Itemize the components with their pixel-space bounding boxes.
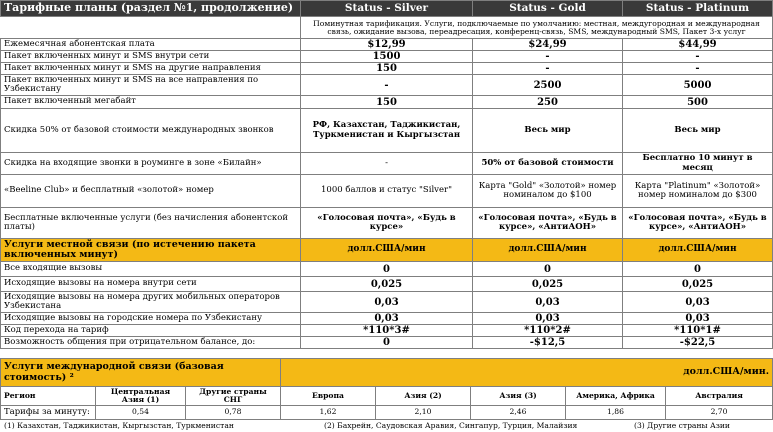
table-row — [1, 262, 773, 277]
tariff-value: 2,10 — [376, 406, 471, 420]
row-label: Исходящие вызовы на городские номера по Узбекистану — [1, 313, 301, 325]
table-row — [1, 175, 773, 208]
platinum-value: 0 — [623, 262, 773, 277]
tariff-value: 0,54 — [96, 406, 186, 420]
footnote-1: (1) Казахстан, Таджикистан, Кыргызстан, Туркменистан — [4, 421, 234, 430]
platinum-value: *110*1# — [623, 325, 773, 337]
row-label: Скидка на входящие звонки в роуминге в зоне «Билайн» — [1, 153, 301, 175]
gold-value: 50% от базовой стоимости — [473, 153, 623, 175]
row-label: Бесплатные включенные услуги (без начисления абонентской платы) — [1, 208, 301, 239]
region-name: Азия (3) — [471, 387, 566, 406]
region-header-row — [1, 387, 773, 406]
row-label: Возможность общения при отрицательном балансе, до: — [1, 337, 301, 349]
gold-value: Карта "Gold" «Золотой» номер номиналом до $100 — [473, 175, 623, 208]
local-section-title: Услуги местной связи (по истечению пакета включенных минут) — [1, 239, 301, 262]
gold-value: - — [473, 63, 623, 75]
gold-value: 0 — [473, 262, 623, 277]
gold-value: $24,99 — [473, 39, 623, 51]
region-name: Австралия — [666, 387, 773, 406]
row-label: Все входящие вызовы — [1, 262, 301, 277]
row-label: Исходящие вызовы на номера других мобильных операторов Узбекистана — [1, 292, 301, 313]
platinum-value: 500 — [623, 96, 773, 109]
gold-value: 0,03 — [473, 292, 623, 313]
table-row — [1, 208, 773, 239]
table-row — [1, 337, 773, 349]
table-row — [1, 63, 773, 75]
silver-value: РФ, Казахстан, Таджикистан, Туркменистан и Кыргызстан — [301, 109, 473, 153]
gold-value: 2500 — [473, 75, 623, 96]
table-row — [1, 277, 773, 292]
header-row — [1, 1, 773, 17]
tariff-value: 1,62 — [281, 406, 376, 420]
region-label: Регион — [1, 387, 96, 406]
row-label: Пакет включенных минут и SMS внутри сети — [1, 51, 301, 63]
silver-value: $12,99 — [301, 39, 473, 51]
silver-value: 150 — [301, 63, 473, 75]
footnote-2: (2) Бахрейн, Саудовская Аравия, Сингапур, Турция, Малайзия — [324, 421, 578, 430]
region-name: Европа — [281, 387, 376, 406]
gold-value: *110*2# — [473, 325, 623, 337]
silver-value: «Голосовая почта», «Будь в курсе» — [301, 208, 473, 239]
table-row — [1, 109, 773, 153]
row-label: «Beeline Club» и бесплатный «золотой» номер — [1, 175, 301, 208]
silver-value: - — [301, 75, 473, 96]
gold-value: 250 — [473, 96, 623, 109]
silver-unit: долл.США/мин — [301, 239, 473, 262]
silver-value: - — [301, 153, 473, 175]
tariff-description: Поминутная тарификация. Услуги, подключаемые по умолчанию: местная, междугородная и международная связь, ожидание вызова, переадресация, конференц-связь, SMS, международный SMS, Пакет 3-х услуг — [301, 17, 773, 39]
tariff-value: 0,78 — [186, 406, 281, 420]
region-name: Америка, Африка — [566, 387, 666, 406]
local-section-header — [1, 239, 773, 262]
international-unit: долл.США/мин. — [281, 359, 773, 387]
silver-value: 0 — [301, 337, 473, 349]
row-label: Пакет включенный мегабайт — [1, 96, 301, 109]
plan-silver-header: Status - Silver — [301, 1, 473, 17]
platinum-value: Бесплатно 10 минут в месяц — [623, 153, 773, 175]
platinum-value: 0,03 — [623, 313, 773, 325]
silver-value: 0,03 — [301, 313, 473, 325]
table-row — [1, 51, 773, 63]
platinum-value: 5000 — [623, 75, 773, 96]
platinum-value: 0,03 — [623, 292, 773, 313]
gold-value: - — [473, 51, 623, 63]
platinum-value: $44,99 — [623, 39, 773, 51]
platinum-value: «Голосовая почта», «Будь в курсе», «АнтиАОН» — [623, 208, 773, 239]
row-label: Скидка 50% от базовой стоимости международных звонков — [1, 109, 301, 153]
silver-value: *110*3# — [301, 325, 473, 337]
table-row — [1, 96, 773, 109]
table-row — [1, 292, 773, 313]
gold-value: 0,025 — [473, 277, 623, 292]
region-name: Азия (2) — [376, 387, 471, 406]
row-label: Ежемесячная абонентская плата — [1, 39, 301, 51]
silver-value: 1500 — [301, 51, 473, 63]
tariff-label: Тарифы за минуту: — [1, 406, 96, 420]
plan-platinum-header: Status - Platinum — [623, 1, 773, 17]
plan-gold-header: Status - Gold — [473, 1, 623, 17]
table-row — [1, 313, 773, 325]
row-label: Пакет включенных минут и SMS на другие направления — [1, 63, 301, 75]
description-row — [1, 17, 773, 39]
silver-value: 0,03 — [301, 292, 473, 313]
platinum-value: Карта "Platinum" «Золотой» номер номиналом до $300 — [623, 175, 773, 208]
platinum-unit: долл.США/мин — [623, 239, 773, 262]
tariff-value: 2,46 — [471, 406, 566, 420]
row-label: Пакет включенных минут и SMS на все направления по Узбекистану — [1, 75, 301, 96]
platinum-value: - — [623, 51, 773, 63]
region-name: Центральная Азия (1) — [96, 387, 186, 406]
footnote-3: (3) Другие страны Азии — [634, 421, 730, 430]
tariff-value: 2,70 — [666, 406, 773, 420]
gold-value: «Голосовая почта», «Будь в курсе», «АнтиАОН» — [473, 208, 623, 239]
international-title: Услуги международной связи (базовая стоимость) ² — [1, 359, 281, 387]
gold-value: -$12,5 — [473, 337, 623, 349]
gold-unit: долл.США/мин — [473, 239, 623, 262]
row-label: Исходящие вызовы на номера внутри сети — [1, 277, 301, 292]
table-row — [1, 39, 773, 51]
gold-value: 0,03 — [473, 313, 623, 325]
tariff-row — [1, 406, 773, 420]
table-row — [1, 75, 773, 96]
silver-value: 150 — [301, 96, 473, 109]
platinum-value: 0,025 — [623, 277, 773, 292]
silver-value: 0 — [301, 262, 473, 277]
platinum-value: Весь мир — [623, 109, 773, 153]
platinum-value: -$22,5 — [623, 337, 773, 349]
table-row — [1, 153, 773, 175]
international-table — [0, 358, 773, 420]
tariff-value: 1,86 — [566, 406, 666, 420]
table-row — [1, 325, 773, 337]
silver-value: 0,025 — [301, 277, 473, 292]
gold-value: Весь мир — [473, 109, 623, 153]
table-title: Тарифные планы (раздел №1, продолжение) — [1, 1, 301, 17]
platinum-value: - — [623, 63, 773, 75]
region-name: Другие страны СНГ — [186, 387, 281, 406]
international-section-header — [1, 359, 773, 387]
row-label: Код перехода на тариф — [1, 325, 301, 337]
silver-value: 1000 баллов и статус "Silver" — [301, 175, 473, 208]
